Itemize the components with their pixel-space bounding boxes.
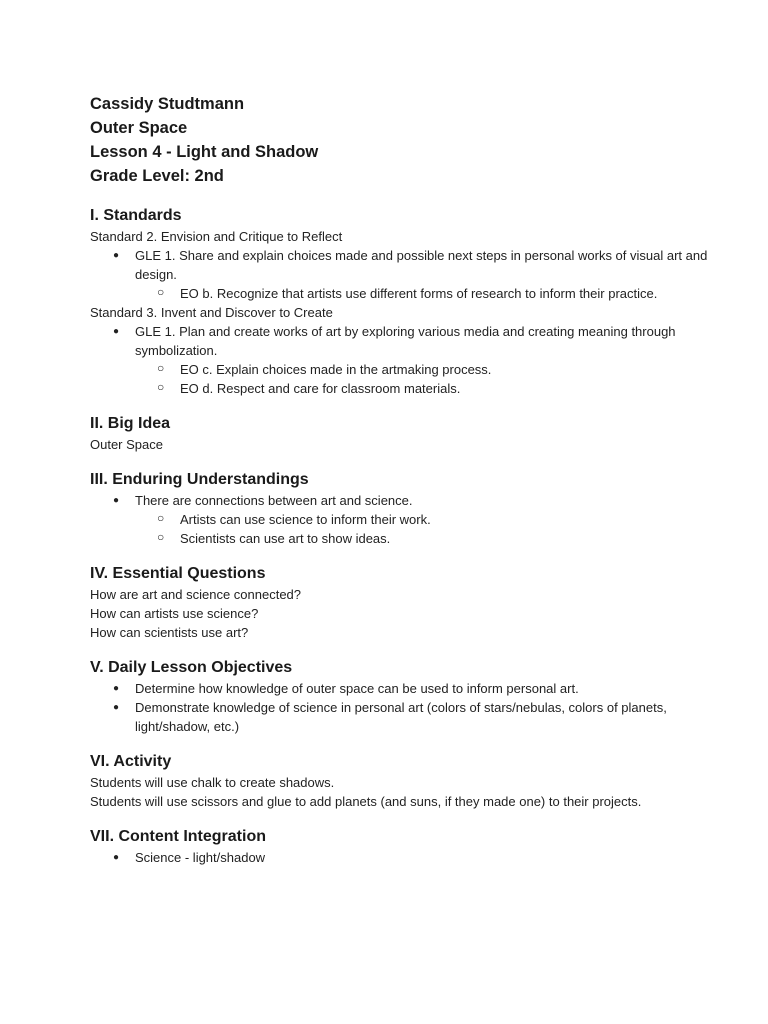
list-item — [90, 491, 728, 510]
hollow-bullet-icon: ○ — [157, 285, 165, 299]
document-header — [90, 92, 728, 188]
big-idea-section — [90, 414, 728, 454]
grade-level: Grade Level: 2nd — [90, 167, 224, 185]
question-text: How are art and science connected? — [90, 587, 302, 602]
lesson-title: Lesson 4 - Light and Shadow — [90, 143, 319, 161]
list-item-text: Science - light/shadow — [135, 850, 266, 865]
list-item — [90, 529, 728, 548]
list-item — [90, 246, 728, 284]
question-text: How can artists use science? — [90, 606, 259, 621]
section-heading-enduring: III. Enduring Understandings — [90, 471, 309, 488]
hollow-bullet-icon: ○ — [157, 511, 165, 525]
gle-text: GLE 1. Share and explain choices made and possible next steps in personal works of visual art and design. — [135, 248, 708, 282]
objectives-section — [90, 658, 728, 736]
list-item-text: Artists can use science to inform their work. — [180, 512, 431, 527]
hollow-bullet-icon: ○ — [157, 361, 165, 375]
eo-text: EO d. Respect and care for classroom materials. — [180, 381, 461, 396]
eo-text: EO b. Recognize that artists use different forms of research to inform their practice. — [180, 286, 658, 301]
section-heading-standards: I. Standards — [90, 207, 182, 224]
list-item-text: Scientists can use art to show ideas. — [180, 531, 391, 546]
eo-text: EO c. Explain choices made in the artmaking process. — [180, 362, 492, 377]
bullet-icon: ● — [113, 250, 120, 261]
question-text: How can scientists use art? — [90, 625, 249, 640]
standards-section — [90, 206, 728, 398]
activity-text: Students will use chalk to create shadows. — [90, 775, 335, 790]
list-item — [90, 360, 728, 379]
standard-3-title: Standard 3. Invent and Discover to Create — [90, 305, 333, 320]
hollow-bullet-icon: ○ — [157, 380, 165, 394]
section-heading-big-idea: II. Big Idea — [90, 415, 171, 432]
bullet-icon: ● — [113, 702, 120, 713]
bullet-icon: ● — [113, 683, 120, 694]
section-heading-activity: VI. Activity — [90, 753, 172, 770]
standard-2-list — [90, 246, 728, 303]
bullet-icon: ● — [113, 495, 120, 506]
gle-text: GLE 1. Plan and create works of art by exploring various media and creating meaning through symbolization. — [135, 324, 676, 358]
standard-2-title: Standard 2. Envision and Critique to Reflect — [90, 229, 343, 244]
essential-questions-section — [90, 564, 728, 642]
hollow-bullet-icon: ○ — [157, 530, 165, 544]
big-idea-text: Outer Space — [90, 437, 163, 452]
list-item-text: Demonstrate knowledge of science in personal art (colors of stars/nebulas, colors of planets, light/shadow, etc.) — [135, 700, 667, 734]
content-integration-section — [90, 827, 728, 867]
section-heading-questions: IV. Essential Questions — [90, 565, 266, 582]
list-item — [90, 284, 728, 303]
objectives-list — [90, 679, 728, 736]
bullet-icon: ● — [113, 326, 120, 337]
list-item — [90, 379, 728, 398]
bullet-icon: ● — [113, 852, 120, 863]
list-item — [90, 679, 728, 698]
unit-title: Outer Space — [90, 119, 188, 137]
enduring-list — [90, 491, 728, 548]
section-heading-integration: VII. Content Integration — [90, 828, 266, 845]
activity-section — [90, 752, 728, 811]
list-item — [90, 698, 728, 736]
standard-3-list — [90, 322, 728, 398]
section-heading-objectives: V. Daily Lesson Objectives — [90, 659, 293, 676]
list-item — [90, 848, 728, 867]
author-name: Cassidy Studtmann — [90, 95, 245, 113]
enduring-understandings-section — [90, 470, 728, 548]
list-item — [90, 510, 728, 529]
list-item-text: Determine how knowledge of outer space can be used to inform personal art. — [135, 681, 579, 696]
list-item-text: There are connections between art and science. — [135, 493, 413, 508]
activity-text: Students will use scissors and glue to add planets (and suns, if they made one) to their projects. — [90, 794, 642, 809]
list-item — [90, 322, 728, 360]
integration-list — [90, 848, 728, 867]
